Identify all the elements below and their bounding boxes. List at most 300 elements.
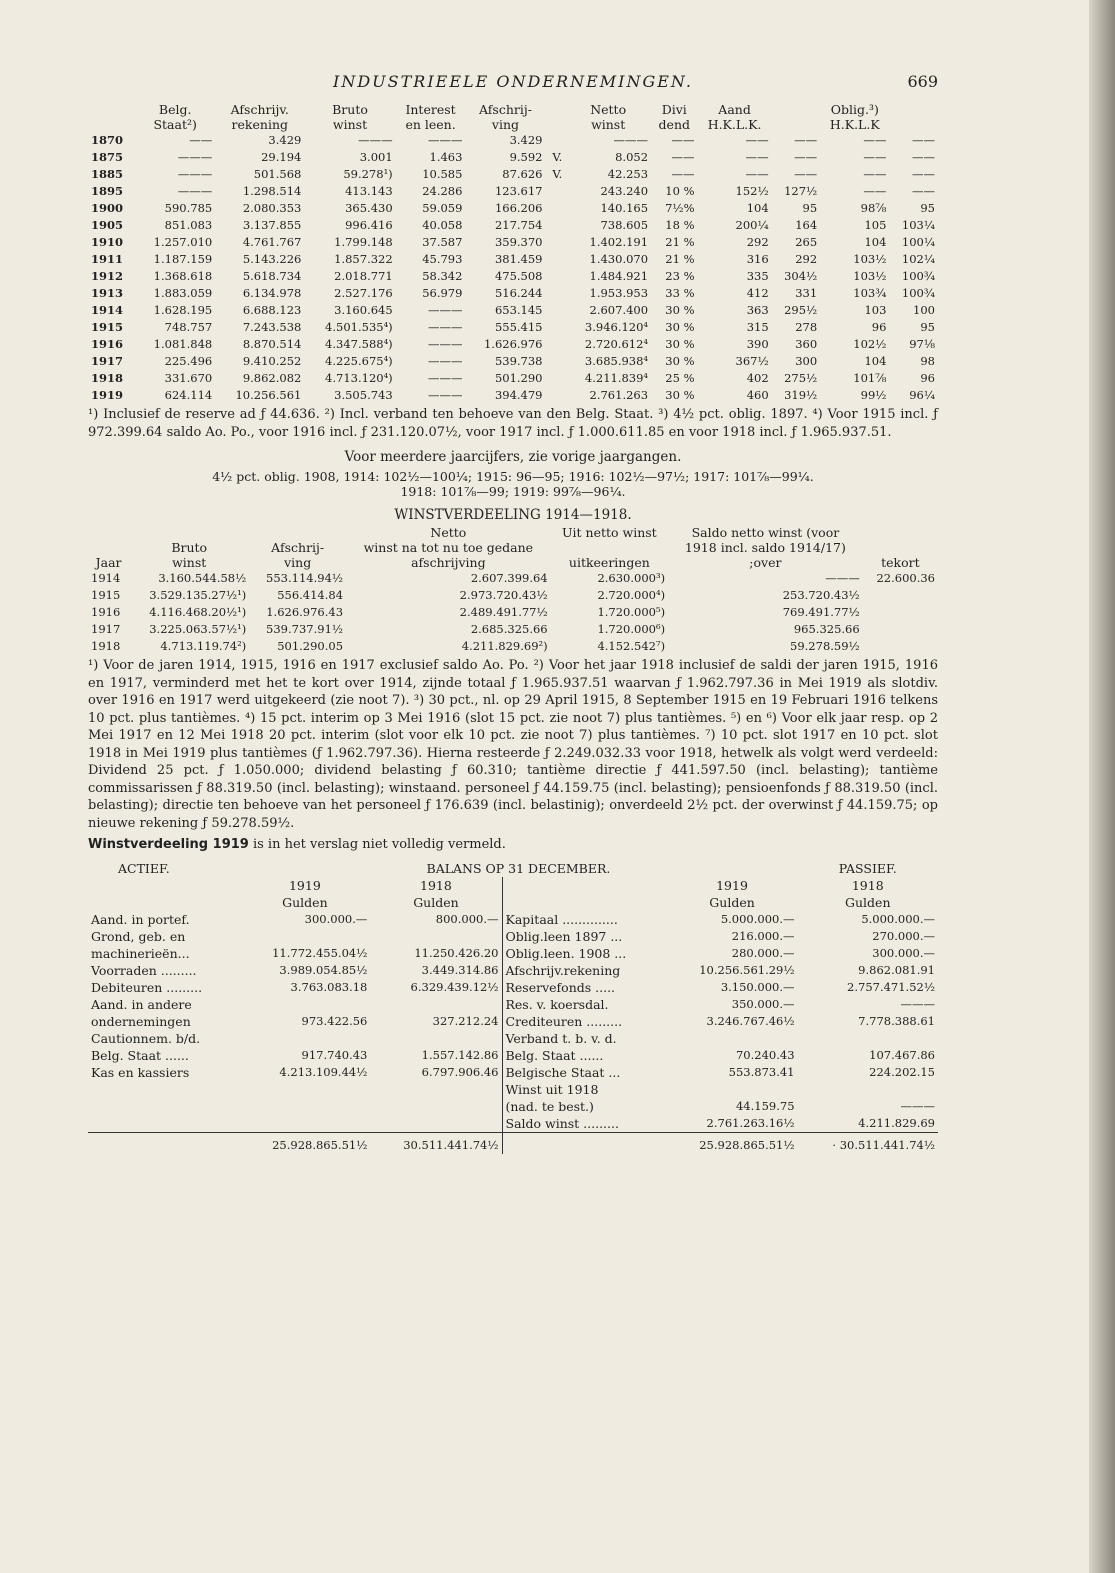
data-cell (863, 621, 938, 638)
liability-1919: 5.000.000.— (720, 911, 795, 926)
data-cell: 1.081.848 (153, 337, 213, 351)
oblig-quotes-2: 1918: 101⅞—99; 1919: 99⅞—96¼. (400, 484, 626, 499)
data-cell: —— (189, 133, 213, 147)
asset-label: Debiteuren ......... (91, 979, 203, 995)
data-cell: 102½ (853, 337, 887, 351)
total-assets-1918: 30.511.441.74½ (370, 1132, 502, 1154)
column-header: Afschrij- (271, 540, 325, 555)
data-cell: 3.505.743 (334, 388, 393, 402)
data-cell: —— (745, 133, 769, 147)
asset-label: Belg. Staat ...... (91, 1047, 189, 1063)
data-cell: 95 (920, 201, 935, 215)
footnotes-table2: ¹) Voor de jaren 1914, 1915, 1916 en 1917 exclusief saldo Ao. Po. ²) Voor het jaar 1918 inclusief de saldi der jaren 1915, 1916 en 1917, verminderd met het te kort over 1914, zijnde totaal ƒ 1.965.937.51 waarvan ƒ 1.962.797.36 in Mei 1919 als slotdiv. over 1916 en 1917 werd uitgekeerd (zie noot 7). ³) 30 pct., nl. op 29 April 1915, 8 September 1915 en 19 Februari 1916 telkens 10 pct. plus tantièmes. ⁴) 15 pct. interim op 3 Mei 1916 (slot 15 pct. zie noot 7) plus tantièmes. ⁵) en ⁶) Voor elk jaar resp. op 2 Mei 1917 en 12 Mei 1918 20 pct. interim (slot voor elk 10 pct. zie noot 7) plus tantièmes. ⁷) 10 pct. slot 1917 en 10 pct. slot 1918 in Mei 1919 plus tantièmes (ƒ 1.962.797.36). Hierna resteerde ƒ 2.249.032.33 voor 1918, hetwelk als volgt werd verdeeld: Dividend 25 pct. ƒ 1.050.000; dividend belasting ƒ 60.310; tantième directie ƒ 441.597.50 (incl. belasting); tantième commissarissen ƒ 88.319.50 (incl. belasting); winstaand. personeel ƒ 44.159.75 (incl. belasting); pensioenfonds ƒ 88.319.50 (incl. belasting); directie ten behoeve van het personeel ƒ 176.639 (incl. belastinig); onverdeeld 2½ pct. der overwinst ƒ 44.159.75; op nieuwe rekening ƒ 59.278.59½. (88, 658, 938, 831)
data-cell: 3.160.645 (334, 303, 393, 317)
data-cell: 4.225.675⁴) (325, 354, 393, 368)
column-header (88, 525, 129, 540)
data-cell: 555.415 (494, 320, 543, 334)
data-cell (863, 587, 938, 604)
asset-1918: 3.449.314.86 (421, 962, 499, 977)
column-header: Interest (405, 102, 456, 117)
balance-row (88, 996, 938, 1013)
data-cell: 501.290.05 (277, 639, 344, 653)
data-cell: 217.754 (494, 218, 543, 232)
data-cell: 3.529.135.27½¹) (149, 588, 247, 602)
data-cell: 104 (864, 235, 887, 249)
data-cell: —— (863, 184, 887, 198)
table-row (88, 149, 938, 166)
table-row (88, 587, 938, 604)
data-cell: 30 % (665, 354, 695, 368)
data-cell (546, 200, 566, 217)
liability-label: Oblig.leen. 1908 ... (502, 945, 667, 962)
liability-1919: 3.246.767.46½ (706, 1013, 795, 1028)
data-cell: 7½% (665, 201, 695, 215)
data-cell (546, 183, 566, 200)
column-header: rekening (231, 117, 288, 132)
data-cell: 1.626.976.43 (266, 605, 344, 619)
liability-1918: ——— (900, 1098, 935, 1113)
winstverdeeling-1919-label: Winstverdeeling 1919 (88, 837, 249, 852)
more-years-note: Voor meerdere jaarcijfers, zie vorige jaargangen. (344, 449, 682, 465)
data-cell: 316 (746, 252, 769, 266)
liability-label: Winst uit 1918 (502, 1081, 667, 1098)
data-cell: 460 (746, 388, 769, 402)
table-row (88, 217, 938, 234)
data-cell (546, 234, 566, 251)
data-cell: 140.165 (600, 201, 649, 215)
column-header: winst (591, 117, 626, 132)
column-header: Staat²) (153, 117, 197, 132)
data-cell: 127½ (784, 184, 818, 198)
data-cell: 104 (864, 354, 887, 368)
balance-row (88, 911, 938, 928)
data-cell: 3.685.938⁴ (584, 354, 649, 368)
liability-1918: 107.467.86 (869, 1047, 935, 1062)
balance-row (88, 1115, 938, 1133)
data-cell: 166.206 (494, 201, 543, 215)
data-cell: 501.290 (494, 371, 543, 385)
asset-label: Aand. in andere (91, 996, 192, 1012)
data-cell: 394.479 (494, 388, 543, 402)
data-cell: 21 % (665, 235, 695, 249)
table-row (88, 319, 938, 336)
balance-row (88, 979, 938, 996)
year-cell: 1918 (91, 639, 121, 653)
liability-1919: 280.000.— (731, 945, 795, 960)
data-cell: 96 (871, 320, 887, 334)
footnotes-table1: ¹) Inclusief de reserve ad ƒ 44.636. ²) Incl. verband ten behoeve van den Belg. Staat. ³) 4½ pct. oblig. 1897. ⁴) Voor 1915 incl. ƒ 972.399.64 saldo Ao. Po., voor 1916 incl. ƒ 231.120.07½, voor 1917 incl. ƒ 1.000.611.85 en voor 1918 incl. ƒ 1.965.937.51. (88, 407, 938, 440)
asset-1919: 973.422.56 (301, 1013, 368, 1028)
data-cell: ——— (427, 354, 463, 368)
data-cell: 2.685.325.66 (470, 622, 548, 636)
balance-row (88, 1064, 938, 1081)
data-cell: 33 % (665, 286, 695, 300)
data-cell (546, 336, 566, 353)
data-cell: 1.799.148 (334, 235, 393, 249)
table-row (88, 200, 938, 217)
year-cell: 1895 (91, 184, 124, 198)
year-cell: 1915 (91, 588, 121, 602)
data-cell: 3.001 (359, 150, 393, 164)
liability-1918: 7.778.388.61 (858, 1013, 935, 1028)
data-cell: 4.347.588⁴) (325, 337, 393, 351)
data-cell (546, 387, 566, 404)
year-cell: 1917 (91, 622, 121, 636)
asset-1918 (370, 1081, 502, 1098)
data-cell (863, 604, 938, 621)
data-cell (546, 370, 566, 387)
year-cell: 1912 (91, 269, 124, 283)
data-cell: 300 (795, 354, 818, 368)
header-row (88, 555, 938, 570)
asset-label: Kas en kassiers (91, 1064, 190, 1080)
column-header (546, 117, 566, 132)
data-cell: 4.713.120⁴) (325, 371, 393, 385)
column-header: winst na tot nu toe gedane (363, 540, 534, 555)
balance-row (88, 1098, 938, 1115)
data-cell: 738.605 (600, 218, 649, 232)
liability-label: (nad. te best.) (502, 1098, 667, 1115)
column-header: Saldo netto winst (voor (691, 525, 840, 540)
data-cell (546, 251, 566, 268)
asset-1919 (239, 1030, 370, 1047)
column-header (889, 102, 938, 117)
page-number: 669 (907, 72, 938, 91)
asset-1918 (370, 996, 502, 1013)
data-cell: 96 (920, 371, 935, 385)
column-header: Afschrij- (478, 102, 532, 117)
data-cell: —— (912, 133, 935, 147)
data-cell: 1.484.921 (589, 269, 649, 283)
balance-row (88, 1081, 938, 1098)
liability-1919: 553.873.41 (728, 1064, 795, 1079)
year-cell: 1900 (91, 201, 124, 215)
liability-label: Res. v. koersdal. (502, 996, 667, 1013)
data-cell: 29.194 (261, 150, 302, 164)
liability-1918 (798, 1081, 938, 1098)
column-header: Bruto (171, 540, 208, 555)
table-row (88, 638, 938, 655)
data-cell: 253.720.43½ (782, 588, 860, 602)
asset-label: Grond, geb. en (91, 928, 186, 944)
data-cell: 225.496 (164, 354, 213, 368)
data-cell: 412 (746, 286, 769, 300)
balance-sheet (88, 860, 938, 1154)
data-cell: 4.211.829.69²) (461, 639, 548, 653)
actief-heading: ACTIEF. (118, 860, 170, 876)
liability-label: Crediteuren ......... (502, 1013, 667, 1030)
data-cell: 21 % (665, 252, 695, 266)
data-cell: 100¾ (901, 286, 935, 300)
column-header: winst (172, 555, 207, 570)
liability-1919: 10.256.561.29½ (699, 962, 795, 977)
data-cell: 95 (920, 320, 935, 334)
table-row (88, 234, 938, 251)
data-cell: 22.600.36 (876, 571, 935, 585)
table-row (88, 285, 938, 302)
data-cell: 1.402.191 (589, 235, 649, 249)
column-header: dend (658, 117, 690, 132)
year-cell: 1913 (91, 286, 124, 300)
data-cell: 8.870.514 (242, 337, 302, 351)
asset-1918: 800.000.— (435, 911, 499, 926)
asset-1919 (239, 996, 370, 1013)
asset-1918: 11.250.426.20 (414, 945, 499, 960)
data-cell: 102¼ (901, 252, 935, 266)
data-cell: 23 % (665, 269, 695, 283)
liability-label: Kapitaal .............. (502, 911, 667, 928)
data-cell: 1.720.000⁵) (597, 605, 666, 619)
year-cell: 1911 (91, 252, 124, 266)
total-assets-1919: 25.928.865.51½ (239, 1132, 370, 1154)
data-cell (546, 217, 566, 234)
data-cell: 10.585 (422, 167, 463, 181)
data-cell: 7.243.538 (242, 320, 302, 334)
data-cell: 501.568 (253, 167, 302, 181)
data-cell: 98 (920, 354, 935, 368)
data-cell: 2.973.720.43½ (459, 588, 548, 602)
asset-1919 (239, 928, 370, 945)
data-cell: 1.953.953 (589, 286, 649, 300)
data-cell: 653.145 (494, 303, 543, 317)
data-cell: 8.052 (615, 150, 649, 164)
data-cell: 30 % (665, 320, 695, 334)
column-header: Jaar (95, 555, 122, 570)
data-cell: 331.670 (164, 371, 213, 385)
liability-label: Afschrijv.rekening (502, 962, 667, 979)
asset-1918 (370, 1098, 502, 1115)
column-header: tekort (881, 555, 920, 570)
column-header: Bruto (332, 102, 368, 117)
passief-heading: PASSIEF. (838, 860, 897, 876)
data-cell: 152½ (735, 184, 769, 198)
table-row (88, 387, 938, 404)
liability-1919: 2.761.263.16½ (706, 1115, 795, 1130)
asset-1919 (239, 1115, 370, 1133)
currency-a1: Gulden (282, 894, 328, 910)
liability-1919: 350.000.— (731, 996, 795, 1011)
data-cell: 30 % (665, 303, 695, 317)
column-header (88, 102, 135, 117)
table-row (88, 570, 938, 587)
data-cell: 319½ (784, 388, 818, 402)
column-header: Uit netto winst (561, 525, 657, 540)
column-header (551, 540, 668, 555)
data-cell: —— (794, 133, 818, 147)
data-cell: —— (745, 167, 769, 181)
data-cell: 1.626.976 (483, 337, 543, 351)
data-cell: 98⅞ (860, 201, 887, 215)
liability-1919: 3.150.000.— (720, 979, 795, 994)
data-cell: —— (863, 150, 887, 164)
column-header: Afschrijv. (230, 102, 289, 117)
data-cell: 402 (746, 371, 769, 385)
running-header (88, 72, 938, 102)
data-cell (863, 638, 938, 655)
asset-label: machinerieën... (91, 945, 190, 961)
data-cell: 9.592 (509, 150, 543, 164)
header-row (88, 540, 938, 555)
data-cell: 1.883.059 (153, 286, 213, 300)
column-header (546, 102, 566, 117)
data-cell: 965.325.66 (793, 622, 860, 636)
balance-row (88, 1047, 938, 1064)
data-cell: ——— (825, 571, 860, 585)
data-cell: ——— (427, 371, 463, 385)
data-cell: 278 (795, 320, 818, 334)
asset-1918 (370, 928, 502, 945)
table-row (88, 251, 938, 268)
data-cell: 769.491.77½ (782, 605, 860, 619)
liability-1919 (667, 1081, 798, 1098)
data-cell: 59.278.59½ (790, 639, 860, 653)
data-cell: 539.737.91½ (266, 622, 344, 636)
column-header (772, 117, 821, 132)
data-cell: 5.143.226 (242, 252, 302, 266)
spacer (88, 1132, 239, 1154)
column-header: Netto (430, 525, 467, 540)
data-cell: 1.430.070 (589, 252, 649, 266)
data-cell: ——— (358, 133, 393, 147)
column-header: Aand (718, 102, 751, 117)
data-cell (546, 268, 566, 285)
data-cell: 4.152.542⁷) (597, 639, 666, 653)
data-cell: 556.414.84 (277, 588, 344, 602)
data-cell: 1.257.010 (153, 235, 213, 249)
winstverdeeling-title: WINSTVERDEELING 1914—1918. (394, 507, 632, 523)
spacer (502, 1132, 667, 1154)
data-cell: 996.416 (345, 218, 393, 232)
data-cell: ——— (427, 320, 463, 334)
data-cell: 4.713.119.74²) (160, 639, 247, 653)
year-1918-p: 1918 (851, 877, 884, 893)
data-cell: 95 (802, 201, 818, 215)
data-cell: 335 (746, 269, 769, 283)
balance-row (88, 1030, 938, 1047)
data-cell: 58.342 (422, 269, 463, 283)
data-cell: 100¾ (901, 269, 935, 283)
balance-row (88, 1013, 938, 1030)
data-cell: 6.134.978 (242, 286, 302, 300)
data-cell: 3.137.855 (242, 218, 302, 232)
column-header: uitkeeringen (568, 555, 650, 570)
data-cell: 101⅞ (853, 371, 887, 385)
data-cell: 6.688.123 (242, 303, 302, 317)
year-cell: 1917 (91, 354, 124, 368)
data-cell: 2.527.176 (334, 286, 393, 300)
column-header: Oblig.³) (830, 102, 879, 117)
column-header: Netto (590, 102, 627, 117)
data-cell: V. (552, 167, 563, 181)
asset-1918 (370, 1115, 502, 1133)
column-header: H.K.L.K (829, 117, 880, 132)
liability-1918: 2.757.471.52½ (847, 979, 935, 994)
column-header: Belg. (158, 102, 192, 117)
liability-label: Belg. Staat ...... (502, 1047, 667, 1064)
year-cell: 1885 (91, 167, 124, 181)
liability-1918: 9.862.081.91 (858, 962, 935, 977)
data-cell: 3.225.063.57½¹) (149, 622, 247, 636)
year-cell: 1916 (91, 337, 124, 351)
liability-1918: 4.211.829.69 (858, 1115, 935, 1130)
data-cell: 390 (746, 337, 769, 351)
data-cell: ——— (177, 184, 213, 198)
liability-label: Saldo winst ......... (502, 1115, 667, 1133)
data-cell: 2.080.353 (242, 201, 302, 215)
data-cell: 4.116.468.20½¹) (149, 605, 247, 619)
data-cell (546, 285, 566, 302)
data-cell: 37.587 (422, 235, 463, 249)
yearly-figures-table (88, 102, 938, 404)
column-header: ving (284, 555, 312, 570)
data-cell: 367½ (735, 354, 769, 368)
data-cell: 331 (795, 286, 818, 300)
data-cell: 123.617 (494, 184, 543, 198)
column-header: afschrijving (411, 555, 486, 570)
data-cell: 365.430 (345, 201, 393, 215)
data-cell: 1.298.514 (242, 184, 302, 198)
data-cell: 1.628.195 (153, 303, 213, 317)
balance-row (88, 928, 938, 945)
data-cell: —— (912, 150, 935, 164)
table-row (88, 302, 938, 319)
data-cell: 360 (795, 337, 818, 351)
data-cell: 748.757 (164, 320, 213, 334)
data-cell (546, 353, 566, 370)
year-1918-a: 1918 (420, 877, 452, 893)
table-row (88, 183, 938, 200)
liability-1918: 270.000.— (872, 928, 935, 943)
data-cell: 103½ (853, 252, 887, 266)
currency-a2: Gulden (413, 894, 459, 910)
data-cell: 97⅛ (909, 337, 935, 351)
year-cell: 1916 (91, 605, 121, 619)
liability-label: Belgische Staat ... (502, 1064, 667, 1081)
liability-1919: 70.240.43 (735, 1047, 795, 1062)
year-1919-p: 1919 (716, 877, 748, 893)
column-header: winst (332, 117, 368, 132)
table-row (88, 268, 938, 285)
data-cell: 516.244 (494, 286, 543, 300)
oblig-quotes: 4½ pct. oblig. 1908, 1914: 102½—100¼; 1915: 96—95; 1916: 102½—97½; 1917: 101⅞—99¼. (212, 469, 814, 484)
asset-1919: 300.000.— (304, 911, 368, 926)
liability-1918 (798, 1030, 938, 1047)
data-cell: —— (863, 133, 887, 147)
data-cell: 5.618.734 (242, 269, 302, 283)
year-cell: 1905 (91, 218, 124, 232)
data-cell: 103¾ (853, 286, 887, 300)
currency-p1: Gulden (709, 894, 755, 910)
data-cell: 59.059 (422, 201, 463, 215)
liability-1918: 224.202.15 (869, 1064, 935, 1079)
column-header (249, 525, 346, 540)
asset-label: Aand. in portef. (91, 911, 190, 927)
data-cell (546, 319, 566, 336)
liability-1919: 216.000.— (731, 928, 795, 943)
balance-title: BALANS OP 31 DECEMBER. (426, 860, 611, 876)
data-cell: 164 (795, 218, 818, 232)
data-cell: 4.761.767 (242, 235, 302, 249)
data-cell: 3.946.120⁴ (584, 320, 649, 334)
year-cell: 1919 (91, 388, 124, 402)
data-cell: 200¼ (735, 218, 769, 232)
column-header (772, 102, 821, 117)
data-cell: —— (671, 167, 695, 181)
column-header: en leen. (405, 117, 456, 132)
asset-label (88, 1081, 239, 1098)
data-cell: 87.626 (502, 167, 543, 181)
data-cell: 1.368.618 (153, 269, 213, 283)
